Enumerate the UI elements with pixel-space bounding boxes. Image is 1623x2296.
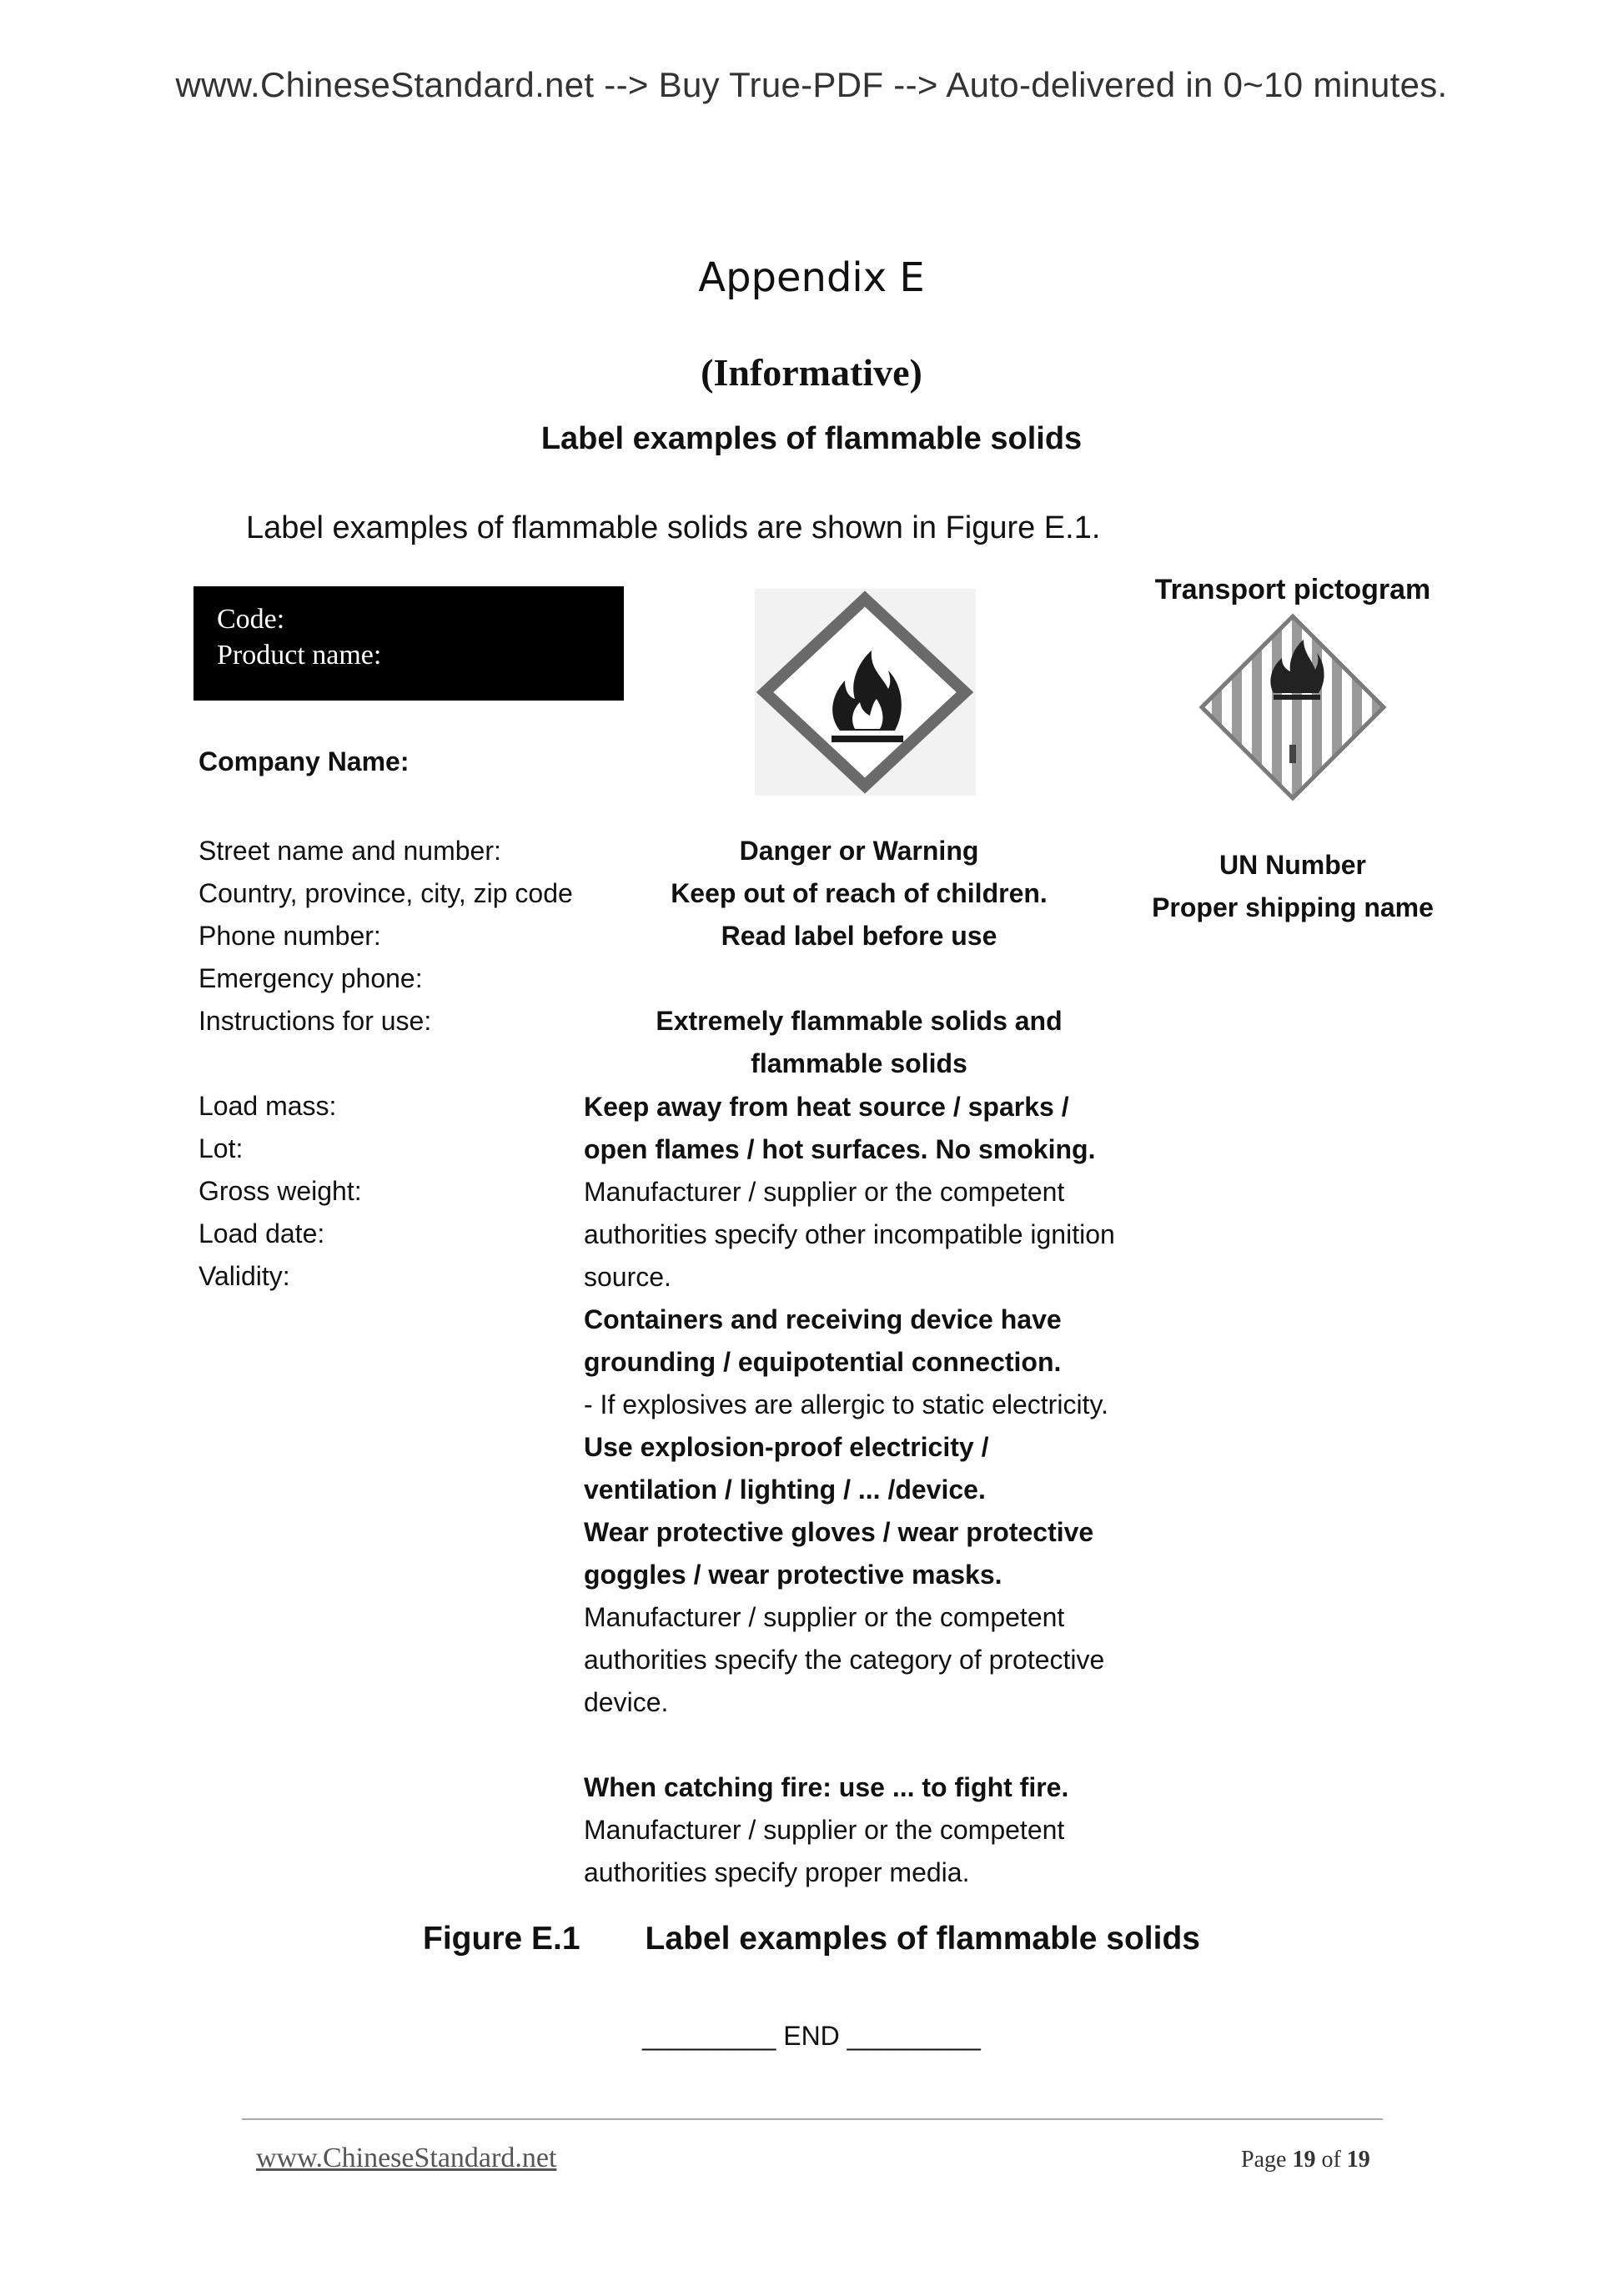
precaution-line: ventilation / lighting / ... /device. (584, 1475, 986, 1505)
precautionary-statements (584, 1086, 1168, 1894)
footer-divider (242, 2118, 1383, 2120)
page-indicator (1241, 2147, 1370, 2173)
precaution-line: grounding / equipotential connection. (584, 1347, 1062, 1377)
precaution-line: goggles / wear protective masks. (584, 1560, 1002, 1590)
precaution-line: authorities specify other incompatible ignition (584, 1219, 1115, 1249)
precaution-line: Wear protective gloves / wear protective (584, 1517, 1094, 1547)
company-name-label: Company Name: (198, 746, 410, 776)
precaution-line: device. (584, 1687, 669, 1717)
precaution-line: Use explosion-proof electricity / (584, 1432, 989, 1462)
precaution-line: - If explosives are allergic to static electricity. (584, 1389, 1108, 1419)
transport-class-4-1-pictogram-icon (1197, 611, 1389, 803)
load-mass-field-label: Load mass: (198, 1091, 337, 1121)
signal-statements (642, 830, 1076, 1085)
precaution-line: Keep away from heat source / sparks / (584, 1092, 1069, 1122)
appendix-subtitle: Label examples of flammable solids (540, 421, 1083, 456)
code-product-box (193, 586, 624, 701)
supplier-fields (198, 830, 573, 1298)
validity-field-label: Validity: (198, 1261, 290, 1291)
intro-paragraph: Label examples of flammable solids are shown in Figure E.1. (246, 510, 1101, 545)
transport-info (1126, 844, 1460, 929)
children-warning: Keep out of reach of children. (671, 878, 1048, 908)
read-label-notice: Read label before use (721, 921, 997, 951)
shipping-name-label: Proper shipping name (1152, 892, 1434, 922)
gross-weight-field-label: Gross weight: (198, 1176, 362, 1206)
signal-spacer (642, 957, 1076, 1000)
precaution-line: open flames / hot surfaces. No smoking. (584, 1134, 1096, 1164)
code-label: Code: (217, 604, 285, 635)
precaution-line: Manufacturer / supplier or the competent (584, 1815, 1065, 1845)
transport-pictogram-title: Transport pictogram (1154, 574, 1431, 605)
hazard-statement-line-2: flammable solids (751, 1048, 967, 1078)
hazard-statement-line-1: Extremely flammable solids and (656, 1006, 1063, 1036)
un-number-label: UN Number (1219, 850, 1366, 880)
address-field-label: Country, province, city, zip code (198, 878, 573, 908)
precaution-line (584, 1724, 1168, 1766)
precaution-line: Manufacturer / supplier or the competent (584, 1602, 1065, 1632)
precaution-line: source. (584, 1262, 671, 1292)
ghs-flame-pictogram-icon (755, 589, 976, 796)
precaution-line: Manufacturer / supplier or the competent (584, 1177, 1065, 1207)
figure-caption: Figure E.1 Label examples of flammable solids (423, 1921, 1200, 1957)
page-of: of (1321, 2147, 1341, 2173)
page-word: Page (1241, 2147, 1287, 2173)
street-field-label: Street name and number: (198, 836, 501, 866)
precaution-line: When catching fire: use ... to fight fire. (584, 1772, 1069, 1802)
precaution-line: authorities specify the category of protective (584, 1645, 1105, 1675)
phone-field-label: Phone number: (198, 921, 381, 951)
lot-field-label: Lot: (198, 1133, 244, 1163)
page-total: 19 (1346, 2147, 1370, 2173)
precaution-line: authorities specify proper media. (584, 1857, 970, 1887)
instructions-field-label: Instructions for use: (198, 1006, 432, 1036)
signal-word: Danger or Warning (739, 836, 979, 866)
emergency-phone-field-label: Emergency phone: (198, 963, 423, 993)
spacer-field (198, 1042, 573, 1085)
precaution-line: Containers and receiving device have (584, 1304, 1062, 1334)
footer-site-link[interactable]: www.ChineseStandard.net (256, 2143, 557, 2173)
product-name-label: Product name: (217, 640, 382, 671)
header-banner: www.ChineseStandard.net --> Buy True-PDF --> Auto-delivered in 0~10 minutes. (175, 65, 1448, 104)
page-current: 19 (1292, 2147, 1316, 2173)
appendix-title: Appendix E (698, 254, 925, 301)
informative-label: (Informative) (701, 351, 922, 394)
load-date-field-label: Load date: (198, 1218, 325, 1248)
end-marker: _________ END _________ (642, 2021, 981, 2051)
